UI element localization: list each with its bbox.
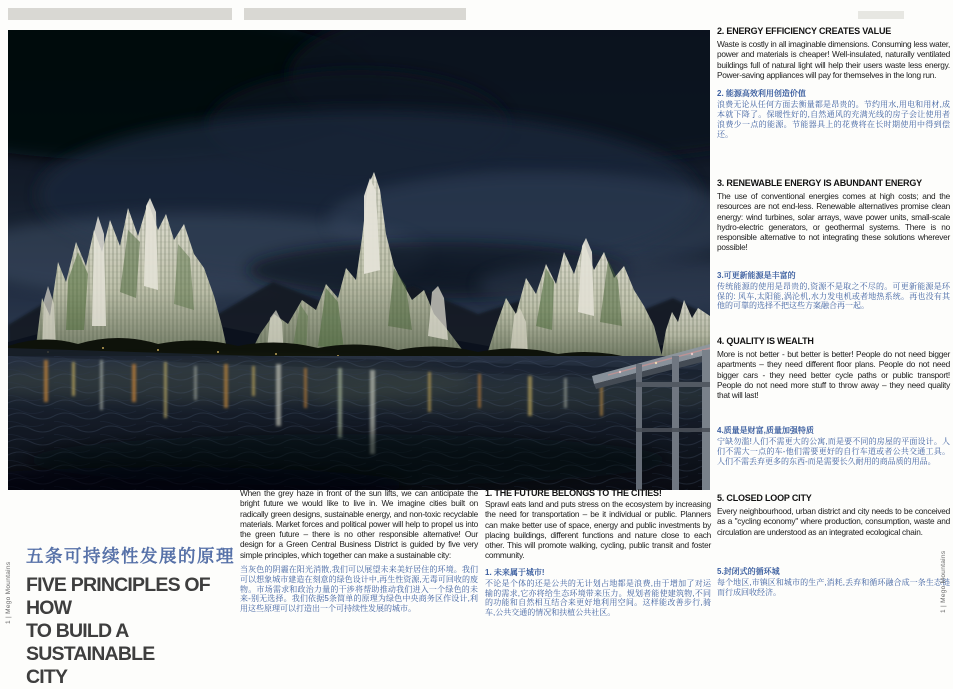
section-2 (717, 26, 950, 139)
article-title-english-line3: CITY (26, 666, 68, 688)
section-1-body-english: Sprawl eats land and puts stress on the ecosystem by increasing the need for transportation – be it individual or public. Planners can make better use of space, energy and public investments by placing buildings, different functions and nature close to each other. This will promote walking, cycling, public transit and foster community. (485, 499, 711, 561)
section-1-body-chinese: 不论是个体的还是公共的无计划占地都是浪费,由于增加了对运输的需求,它亦将给生态环境带来压力。规划者能使建筑物,不同的功能和自然相互结合来更好地利用空间。这样能改善步行,骑车,公共交通的情况和扶植公共社区。 (485, 578, 711, 618)
margin-credit-left: 1 | Mego Mountains (5, 561, 12, 624)
section-2-title-english: 2. ENERGY EFFICIENCY CREATES VALUE (717, 26, 892, 36)
section-4-body-english: More is not better - but better is better! People do not need bigger apartments – they need different floor plans. People do not need bigger cars - they need better cycle paths or public transport! People do not need more stuff to throw away – they need quality that will last! (717, 349, 950, 401)
section-4-title-chinese: 4.质量是财富,质量加强特质 (717, 426, 814, 436)
section-3-body-chinese: 传统能源的使用是昂贵的,资源不是取之不尽的。可更新能源是环保的: 风车,太阳能,涡沦机,水力发电机或者地热系统。再也没有其他的可靠的选择不把这些方案融合再一起。 (717, 281, 950, 311)
section-5-chinese-block (717, 567, 950, 598)
article-title-block (26, 543, 240, 689)
section-4-chinese-block (717, 426, 950, 466)
intro-column (240, 488, 478, 614)
section-3-body-english: The use of conventional energies comes at high costs; and the resources are not end-less. Renewable alternatives promise clean energy: wind turbines, solar arrays, wave power units, small-scale hydro-electric generators, or geothermal systems. There is no responsible alternative to not integrating these solutions wherever possible! (717, 191, 950, 253)
city-render-photo (8, 30, 710, 490)
intro-paragraph-english: When the grey haze in front of the sun lifts, we can anticipate the bright future we would like to live in. We imagine cities built on radically green designs, sustainable energy, and non-toxic recyclable materials. Market forces and political power will help to propel us into the green future – there is no other responsible alternative! Our design for a Green Central Business District is guided by five very simple principles, which together can make a sustainable city: (240, 488, 478, 560)
page-header-bar-left (8, 8, 232, 20)
section-1-title-english: 1. THE FUTURE BELONGS TO THE CITIES! (485, 488, 662, 498)
section-4-title-english: 4. QUALITY IS WEALTH (717, 336, 814, 346)
section-3-title-english: 3. RENEWABLE ENERGY IS ABUNDANT ENERGY (717, 178, 922, 188)
section-2-body-english: Waste is costly in all imaginable dimensions. Consuming less water, power and materials is cheaper! Well-insulated, naturally ventilated buildings full of natural light will help their users waste less energy. Power-saving appliances will pay for themselves in the long run. (717, 39, 950, 80)
city-render-illustration (8, 30, 710, 490)
margin-credit-right: 1 | Mego Mountains (940, 550, 947, 613)
article-title-english-line2: TO BUILD A SUSTAINABLE (26, 620, 155, 665)
intro-paragraph-chinese-block (240, 565, 478, 614)
section-5-title-chinese: 5.封闭式的循环城 (717, 566, 780, 576)
page-header-bar-middle (244, 8, 466, 20)
section-4 (717, 336, 950, 467)
section-4-body-chinese: 宁缺勿滥!人们不需更大的公寓,而是要不同的房屋的平面设计。人们不需大一点的车-他们需要更好的自行车道或者公共交通工具。人们不需丢弃更多的东西-而是需要长久耐用的商品质的用品。 (717, 437, 950, 467)
section-2-title-chinese: 2. 能源高效利用创造价值 (717, 89, 806, 99)
section-2-body-chinese: 浪费无论从任何方面去衡量都是昂贵的。节约用水,用电和用材,成本就下降了。保暖性好的,自然通风的充满光线的房子会让使用者浪费少一点的能源。节能器具上的花费将在长时期使用中得到偿还。 (717, 100, 950, 139)
section-3-title-chinese: 3.可更新能源是丰富的 (717, 270, 796, 280)
article-title-chinese: 五条可持续性发展的原理 (26, 546, 235, 566)
section-5-title-english: 5. CLOSED LOOP CITY (717, 493, 812, 503)
section-3 (717, 178, 950, 311)
article-title-english (26, 574, 240, 689)
section-5 (717, 493, 950, 597)
section-1 (485, 488, 711, 618)
section-2-chinese-block (717, 89, 950, 139)
section-5-body-chinese: 每个地区,市镇区和城市的生产,消耗,丢弃和循环融合成一条生态链而行成回收经济。 (717, 577, 950, 597)
intro-paragraph-chinese: 当灰色的阴霾在阳光消散,我们可以展望未来美好居住的环境。我们可以想象城市建造在刻意的绿色设计中,再生性资源,无毒可回收的废物。市场需求和政治力量的干涉将帮助推动我们进入一个绿色的未来-别无选择。我们依据5条简单的原理为绿色中央商务区作设计,利用这些原理可以打造出一个可持续性发展的城市。 (240, 565, 478, 614)
article-title-english-line1: FIVE PRINCIPLES OF HOW (26, 574, 210, 619)
section-1-chinese-block (485, 568, 711, 618)
section-1-title-chinese: 1. 未来属于城市! (485, 567, 545, 577)
page-header-bar-right (858, 11, 904, 19)
section-3-chinese-block (717, 271, 950, 311)
section-5-body-english: Every neighbourhood, urban district and city needs to be conceived as a "cycling economy" where production, consumption, waste and circulation are understood as an integrated ecological chain. (717, 506, 950, 537)
